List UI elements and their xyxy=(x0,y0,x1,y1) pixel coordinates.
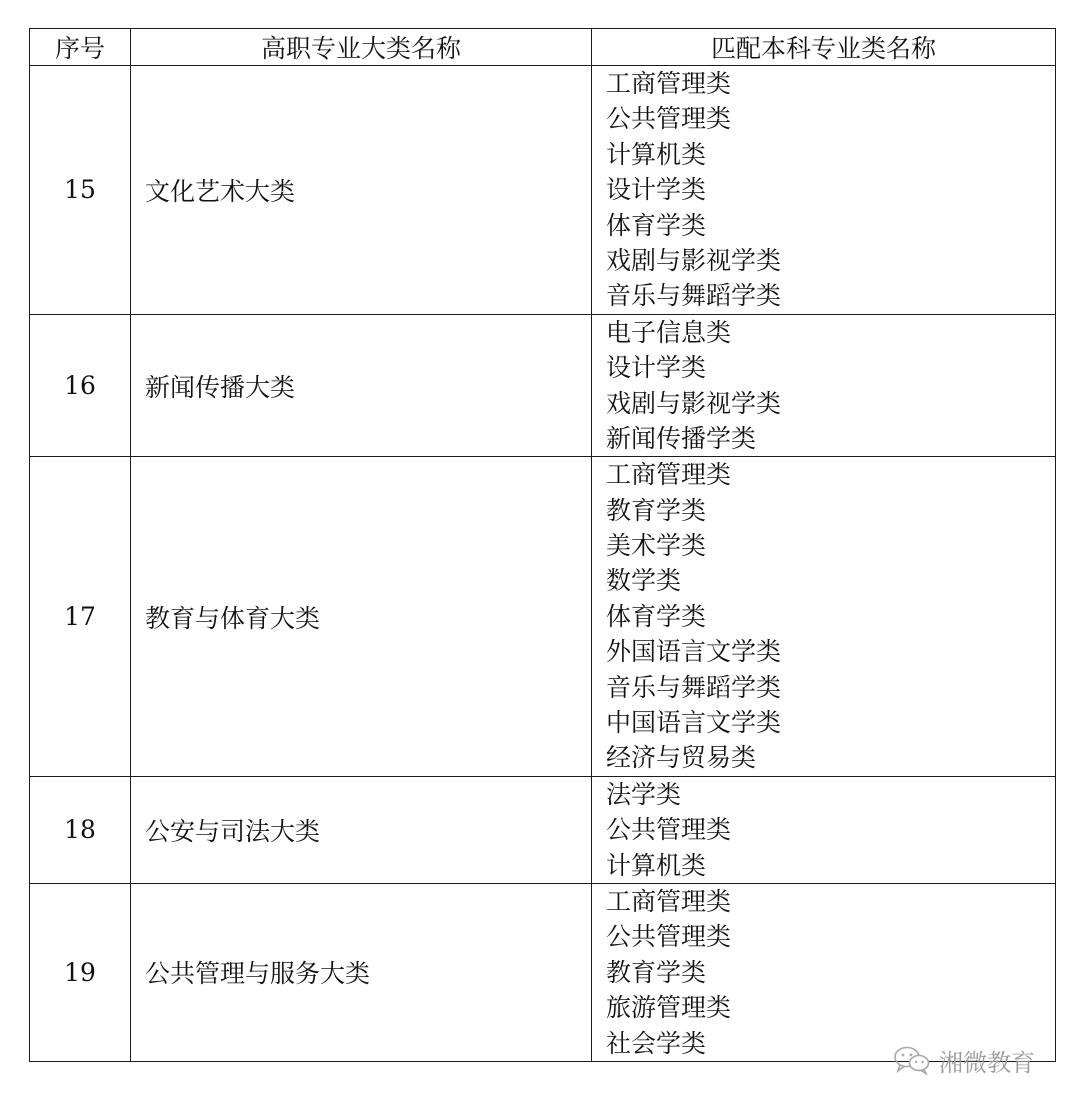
watermark xyxy=(893,1040,1053,1080)
serial-number-cell: 17 xyxy=(30,457,131,777)
vocational-category-cell: 公共管理与服务大类 xyxy=(131,883,592,1061)
matched-category-item: 公共管理类 xyxy=(606,922,732,952)
matched-category-item: 设计学类 xyxy=(606,353,707,383)
matched-category-item: 戏剧与影视学类 xyxy=(606,388,782,418)
major-matching-table xyxy=(29,28,1056,1062)
wechat-icon xyxy=(893,1045,931,1075)
header-vocational-category: 高职专业大类名称 xyxy=(131,29,592,66)
matched-category-item: 数学类 xyxy=(606,566,682,596)
matched-category-item: 工商管理类 xyxy=(606,460,732,490)
matched-category-item: 社会学类 xyxy=(606,1028,707,1058)
matched-category-item: 计算机类 xyxy=(606,850,707,880)
serial-number-cell: 19 xyxy=(30,883,131,1061)
watermark-text: 湘微教育 xyxy=(939,1048,1035,1077)
matched-categories-cell xyxy=(592,314,1056,457)
table-row xyxy=(30,314,1056,457)
matched-categories-cell xyxy=(592,776,1056,883)
table-header-row xyxy=(30,29,1056,66)
table-row xyxy=(30,883,1056,1061)
matched-category-item: 音乐与舞蹈学类 xyxy=(606,281,782,311)
matched-category-item: 美术学类 xyxy=(606,531,707,561)
matched-category-item: 法学类 xyxy=(606,779,682,809)
matched-category-item: 计算机类 xyxy=(606,139,707,169)
serial-number-cell: 18 xyxy=(30,776,131,883)
matched-category-item: 电子信息类 xyxy=(606,317,732,347)
vocational-category-cell: 公安与司法大类 xyxy=(131,776,592,883)
matched-category-item: 体育学类 xyxy=(606,601,707,631)
matched-category-item: 经济与贸易类 xyxy=(606,743,757,773)
vocational-category-cell: 文化艺术大类 xyxy=(131,66,592,315)
matched-category-item: 工商管理类 xyxy=(606,69,732,98)
matched-category-item: 戏剧与影视学类 xyxy=(606,245,782,275)
table-row xyxy=(30,776,1056,883)
matched-category-item: 公共管理类 xyxy=(606,815,732,845)
matched-category-item: 新闻传播学类 xyxy=(606,423,757,453)
serial-number-cell: 16 xyxy=(30,314,131,457)
matched-category-item: 设计学类 xyxy=(606,175,707,205)
header-matched-undergrad-category: 匹配本科专业类名称 xyxy=(592,29,1056,66)
matched-categories-cell xyxy=(592,457,1056,777)
table-row xyxy=(30,457,1056,777)
matched-category-item: 中国语言文学类 xyxy=(606,708,782,738)
vocational-category-cell: 教育与体育大类 xyxy=(131,457,592,777)
matched-category-item: 工商管理类 xyxy=(606,886,732,916)
matched-categories-cell xyxy=(592,883,1056,1061)
matched-categories-cell xyxy=(592,66,1056,315)
matched-category-item: 外国语言文学类 xyxy=(606,637,782,667)
serial-number-cell: 15 xyxy=(30,66,131,315)
vocational-category-cell: 新闻传播大类 xyxy=(131,314,592,457)
matched-category-item: 教育学类 xyxy=(606,957,707,987)
matched-category-item: 公共管理类 xyxy=(606,104,732,134)
matched-category-item: 教育学类 xyxy=(606,495,707,525)
header-serial-number: 序号 xyxy=(30,29,131,66)
matched-category-item: 旅游管理类 xyxy=(606,993,732,1023)
matched-category-item: 体育学类 xyxy=(606,210,707,240)
table-row xyxy=(30,66,1056,315)
matched-category-item: 音乐与舞蹈学类 xyxy=(606,672,782,702)
